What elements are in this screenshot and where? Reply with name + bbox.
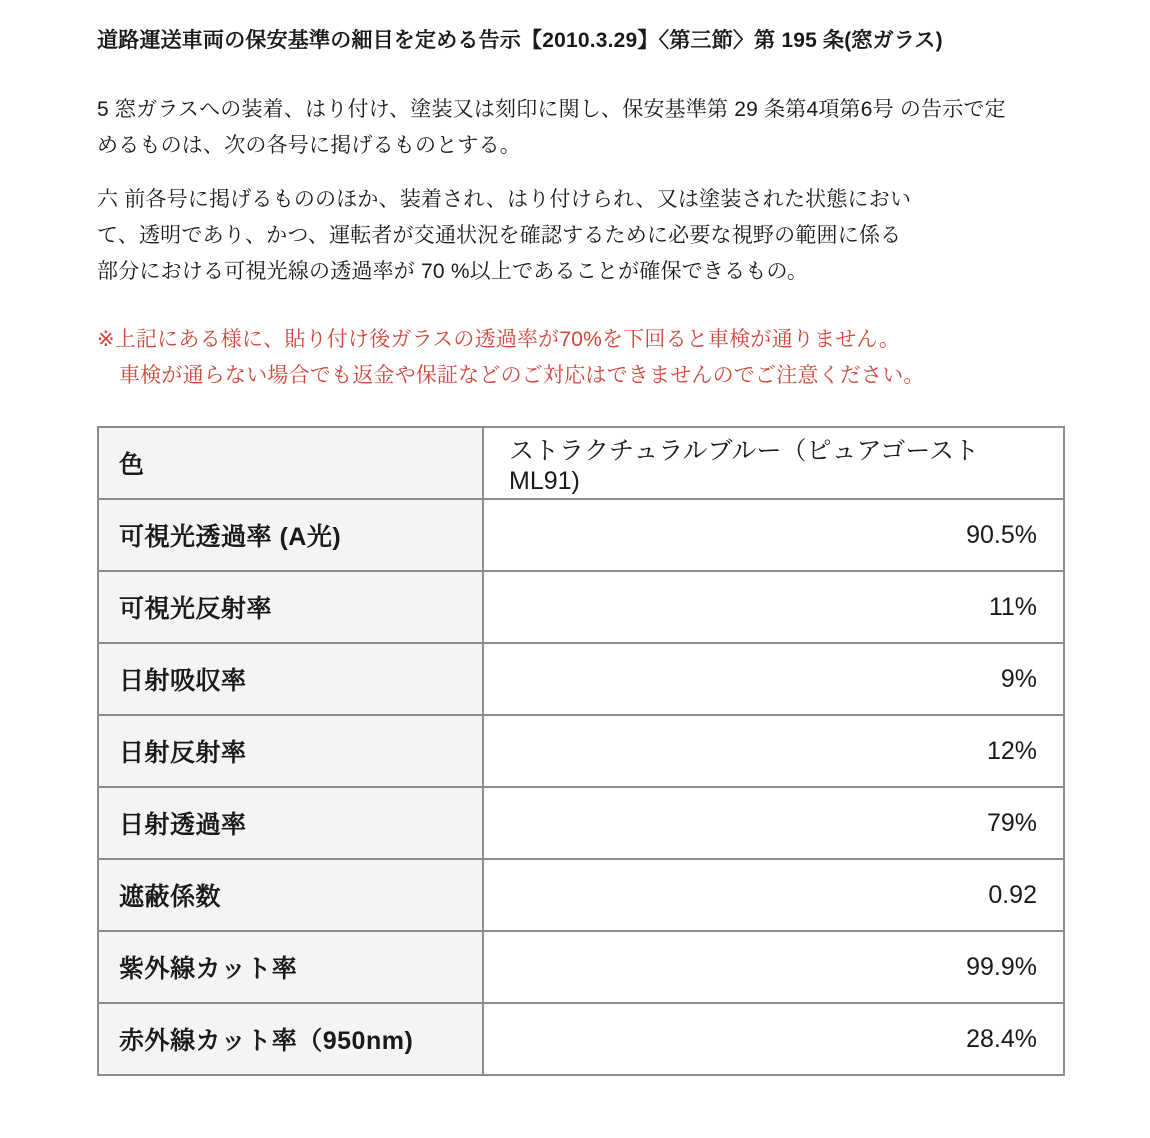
spec-label-cell: 赤外線カット率（950nm) — [98, 1003, 483, 1075]
shaken-warning-note — [97, 322, 1065, 394]
table-row — [98, 859, 1064, 931]
spec-value-cell: 9% — [483, 643, 1064, 715]
text-line: て、透明であり、かつ、運転者が交通状況を確認するために必要な視野の範囲に係る — [97, 224, 902, 247]
document-title: 道路運送車両の保安基準の細目を定める告示【2010.3.29】〈第三節〉第 195 条(窓ガラス) — [97, 29, 943, 52]
spec-value-cell: 12% — [483, 715, 1064, 787]
text-line: 部分における可視光線の透過率が 70 %以上であることが確保できるもの。 — [97, 260, 809, 283]
table-row — [98, 571, 1064, 643]
legal-paragraph-5 — [97, 92, 1065, 164]
spec-label-cell: 可視光透過率 (A光) — [98, 499, 483, 571]
table-row-color — [98, 427, 1064, 499]
spec-value-cell: 79% — [483, 787, 1064, 859]
table-row — [98, 931, 1064, 1003]
warning-line: ※上記にある様に、貼り付け後ガラスの透過率が70%を下回ると車検が通りません。 — [97, 328, 901, 351]
text-line: めるものは、次の各号に掲げるものとする。 — [97, 134, 521, 157]
legal-paragraph-6 — [97, 182, 1065, 290]
table-row — [98, 1003, 1064, 1075]
spec-value-cell: 28.4% — [483, 1003, 1064, 1075]
spec-label-cell: 遮蔽係数 — [98, 859, 483, 931]
warning-line: 車検が通らない場合でも返金や保証などのご対応はできませんのでご注意ください。 — [119, 364, 925, 387]
spec-label-cell: 日射吸収率 — [98, 643, 483, 715]
table-row — [98, 787, 1064, 859]
spec-label-cell: 可視光反射率 — [98, 571, 483, 643]
table-row — [98, 643, 1064, 715]
table-row — [98, 499, 1064, 571]
spec-value-cell: 11% — [483, 571, 1064, 643]
spec-value-cell: 90.5% — [483, 499, 1064, 571]
film-spec-table — [97, 426, 1065, 1076]
spec-label-cell: 紫外線カット率 — [98, 931, 483, 1003]
spec-value-cell: 0.92 — [483, 859, 1064, 931]
spec-label-cell: 日射透過率 — [98, 787, 483, 859]
spec-label-cell: 色 — [98, 427, 483, 499]
table-row — [98, 715, 1064, 787]
text-line: 六 前各号に掲げるもののほか、装着され、はり付けられ、又は塗装された状態におい — [97, 188, 912, 211]
text-line: 5 窓ガラスへの装着、はり付け、塗装又は刻印に関し、保安基準第 29 条第4項第6号 の告示で定 — [97, 98, 1006, 121]
spec-label-cell: 日射反射率 — [98, 715, 483, 787]
spec-value-cell: ストラクチュラルブルー（ピュアゴーストML91) — [483, 427, 1064, 499]
spec-value-cell: 99.9% — [483, 931, 1064, 1003]
